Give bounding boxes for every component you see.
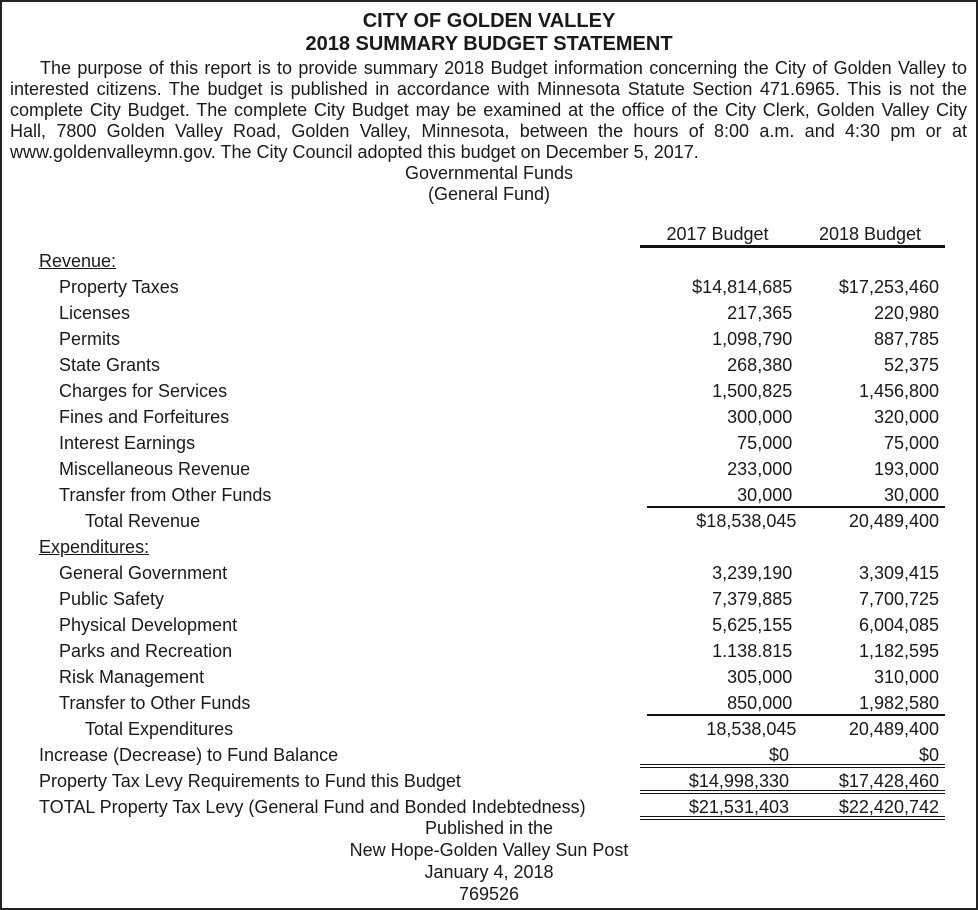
value-2018: $22,420,742 <box>795 794 945 820</box>
column-header-2017: 2017 Budget <box>640 222 795 248</box>
revenue-heading: Revenue: <box>39 251 117 271</box>
value-2018: 30,000 <box>798 482 945 508</box>
expenditure-row <box>39 690 945 716</box>
row-label: Licenses <box>59 303 131 323</box>
revenue-row <box>39 482 945 508</box>
value-2018: 887,785 <box>873 329 940 349</box>
value-2017: 30,000 <box>647 482 799 508</box>
value-2017: 1,098,790 <box>712 329 793 349</box>
value-2018: 75,000 <box>883 433 940 453</box>
column-header-row <box>39 222 945 248</box>
value-2017: 1,500,825 <box>712 381 793 401</box>
expenditures-heading: Expenditures: <box>39 537 150 557</box>
row-label: TOTAL Property Tax Levy (General Fund and Bonded Indebtedness) <box>39 797 586 817</box>
row-label: Total Expenditures <box>85 719 234 739</box>
footer-line: Published in the <box>424 818 554 838</box>
footer-line: New Hope-Golden Valley Sun Post <box>349 840 629 860</box>
document-subtitle: 2018 SUMMARY BUDGET STATEMENT <box>305 33 673 55</box>
intro-paragraph: The purpose of this report is to provide summary 2018 Budget information concerning the City of Golden Valley to interested citizens. The budget is published in accordance with Minnesota Statute Section 471.6965. This is not the complete City Budget. The complete City Budget may be examined at the office of the City Clerk, Golden Valley City Hall, 7800 Golden Valley Road, Golden Valley, Minnesota, between the hours of 8:00 a.m. and 4:30 pm or at www.goldenvalleymn.gov. The City Council adopted this budget on December 5, 2017. <box>10 58 967 162</box>
value-2018: 7,700,725 <box>858 589 940 609</box>
value-2018: 310,000 <box>873 667 940 687</box>
row-label: Property Taxes <box>59 277 179 297</box>
section-heading: Governmental Funds <box>404 163 574 183</box>
row-label: Charges for Services <box>59 381 228 401</box>
value-2017: 305,000 <box>727 667 793 687</box>
levy-requirements-row <box>39 768 945 794</box>
value-2018: $17,253,460 <box>838 277 940 297</box>
row-label: Permits <box>59 329 121 349</box>
value-2017: 300,000 <box>727 407 793 427</box>
value-2017: 3,239,190 <box>712 563 793 583</box>
value-2017: $21,531,403 <box>640 794 795 820</box>
value-2018: 1,182,595 <box>858 641 940 661</box>
row-label: General Government <box>59 563 228 583</box>
value-2017: 233,000 <box>727 459 793 479</box>
expenditure-row <box>39 586 945 612</box>
value-2018: 3,309,415 <box>858 563 940 583</box>
value-2018: 6,004,085 <box>858 615 940 635</box>
value-2017: 850,000 <box>647 690 799 716</box>
revenue-row <box>39 430 945 456</box>
row-label: Property Tax Levy Requirements to Fund this Budget <box>39 771 461 791</box>
row-label: Miscellaneous Revenue <box>59 459 251 479</box>
revenue-row <box>39 352 945 378</box>
row-label: Transfer from Other Funds <box>59 485 272 505</box>
row-label: Increase (Decrease) to Fund Balance <box>39 745 339 765</box>
value-2017: 5,625,155 <box>712 615 793 635</box>
value-2017: $18,538,045 <box>696 511 797 531</box>
document-title: CITY OF GOLDEN VALLEY <box>362 10 616 32</box>
fund-balance-row <box>39 742 945 768</box>
footer-line: 769526 <box>458 884 520 904</box>
row-label: Public Safety <box>59 589 165 609</box>
value-2017: 217,365 <box>727 303 793 323</box>
total-revenue-row <box>39 508 945 534</box>
value-2017: 75,000 <box>737 433 793 453</box>
value-2018: 1,456,800 <box>858 381 940 401</box>
revenue-row <box>39 456 945 482</box>
row-label: State Grants <box>59 355 161 375</box>
revenue-row <box>39 404 945 430</box>
revenue-row <box>39 300 945 326</box>
value-2018: 320,000 <box>873 407 940 427</box>
expenditure-row <box>39 664 945 690</box>
total-expenditures-row <box>39 716 945 742</box>
value-2018: 20,489,400 <box>848 511 939 531</box>
value-2017: $0 <box>640 742 795 768</box>
expenditure-row <box>39 612 945 638</box>
revenue-row <box>39 378 945 404</box>
value-2018: $17,428,460 <box>795 768 945 794</box>
revenue-row <box>39 326 945 352</box>
value-2017: 268,380 <box>727 355 793 375</box>
value-2017: 1.138.815 <box>712 641 793 661</box>
row-label: Total Revenue <box>85 511 201 531</box>
row-label: Parks and Recreation <box>59 641 233 661</box>
value-2017: $14,814,685 <box>692 277 793 297</box>
publication-footer <box>2 817 976 905</box>
budget-table <box>39 222 945 820</box>
row-label: Physical Development <box>59 615 238 635</box>
expenditures-heading-row <box>39 534 945 560</box>
revenue-heading-row <box>39 248 945 274</box>
value-2018: 52,375 <box>883 355 940 375</box>
value-2017: 18,538,045 <box>706 719 797 739</box>
value-2018: 220,980 <box>873 303 940 323</box>
value-2018: 1,982,580 <box>798 690 945 716</box>
value-2018: $0 <box>795 742 945 768</box>
value-2017: $14,998,330 <box>640 768 795 794</box>
column-header-2018: 2018 Budget <box>795 222 945 248</box>
footer-line: January 4, 2018 <box>424 862 554 882</box>
row-label: Fines and Forfeitures <box>59 407 230 427</box>
fund-heading: (General Fund) <box>427 184 551 204</box>
value-2018: 20,489,400 <box>848 719 939 739</box>
value-2018: 193,000 <box>873 459 940 479</box>
value-2017: 7,379,885 <box>712 589 793 609</box>
row-label: Risk Management <box>59 667 205 687</box>
revenue-row <box>39 274 945 300</box>
expenditure-row <box>39 638 945 664</box>
row-label: Interest Earnings <box>59 433 196 453</box>
expenditure-row <box>39 560 945 586</box>
row-label: Transfer to Other Funds <box>59 693 251 713</box>
